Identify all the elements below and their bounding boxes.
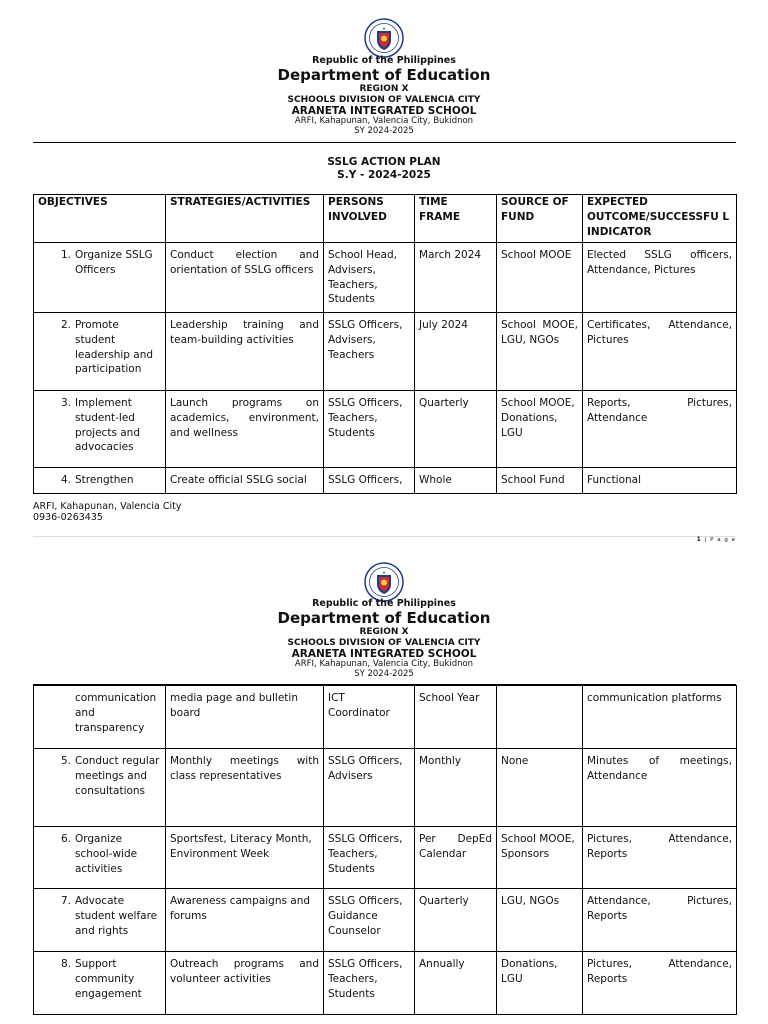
strategy-cell: Awareness campaigns and forums	[166, 889, 324, 952]
page-label: | P a g e	[704, 537, 736, 543]
outcome-cell: communication platforms	[583, 686, 737, 749]
header-source-of-fund: SOURCE OF FUND	[497, 195, 583, 243]
document-page-2	[0, 560, 768, 1024]
school-name: ARANETA INTEGRATED SCHOOL	[291, 104, 477, 117]
strategy-cell: Monthly meetings with class representatives	[166, 749, 324, 827]
school-name: ARANETA INTEGRATED SCHOOL	[291, 647, 477, 660]
table-row	[34, 312, 737, 390]
header-divider	[33, 142, 736, 143]
table-row	[34, 827, 737, 889]
table-row	[34, 749, 737, 827]
objective-number: 5.	[60, 755, 71, 767]
strategy-cell: Leadership training and team-building activities	[166, 312, 324, 390]
strategy-cell: Sportsfest, Literacy Month, Environment Week	[166, 827, 324, 889]
objective-text: Implement student-led projects and advocacies	[75, 396, 141, 454]
deped-seal-logo	[364, 562, 404, 602]
time-frame-cell: School Year	[415, 686, 497, 749]
school-year: SY 2024-2025	[354, 668, 414, 679]
action-plan-table-continued	[33, 685, 737, 1015]
objective-text: Organize SSLG Officers	[75, 248, 153, 276]
time-frame-cell: Annually	[415, 952, 497, 1015]
letterhead	[0, 56, 768, 136]
fund-cell: School MOOE, Donations, LGU	[497, 390, 583, 467]
fund-cell: School Fund	[497, 467, 583, 493]
header-time-frame: TIME FRAME	[415, 195, 497, 243]
persons-cell: SSLG Officers, Advisers, Teachers	[324, 312, 415, 390]
header-persons: PERSONS INVOLVED	[324, 195, 415, 243]
header-strategies: STRATEGIES/ACTIVITIES	[166, 195, 324, 243]
time-frame-cell: March 2024	[415, 242, 497, 312]
table-row	[34, 952, 737, 1015]
deped-seal-logo	[364, 18, 404, 58]
objective-number: 2.	[60, 318, 71, 331]
time-frame-cell: Per DepEd Calendar	[415, 827, 497, 889]
persons-cell: School Head, Advisers, Teachers, Students	[324, 242, 415, 312]
table-row	[34, 242, 737, 312]
fund-cell: LGU, NGOs	[497, 889, 583, 952]
table-row	[34, 889, 737, 952]
persons-cell: SSLG Officers, Teachers, Students	[324, 827, 415, 889]
time-frame-cell: Monthly	[415, 749, 497, 827]
outcome-cell: Certificates, Attendance, Pictures	[583, 312, 737, 390]
header-expected-outcome: EXPECTED OUTCOME/SUCCESSFU L INDICATOR	[583, 195, 737, 243]
strategy-cell: media page and bulletin board	[166, 686, 324, 749]
time-frame-cell: Quarterly	[415, 390, 497, 467]
action-plan-table	[33, 194, 737, 494]
division-text: SCHOOLS DIVISION OF VALENCIA CITY	[287, 637, 481, 648]
school-year: SY 2024-2025	[354, 125, 414, 136]
strategy-cell: Conduct election and orientation of SSLG officers	[166, 242, 324, 312]
republic-text: Republic of the Philippines	[312, 598, 456, 609]
region-text: REGION X	[359, 627, 409, 638]
fund-cell: None	[497, 749, 583, 827]
objective-number: 4.	[60, 473, 71, 486]
outcome-cell: Reports, Pictures, Attendance	[583, 390, 737, 467]
table-row	[34, 390, 737, 467]
table-row	[34, 686, 737, 749]
strategy-cell: Create official SSLG social	[166, 467, 324, 493]
outcome-cell: Minutes of meetings, Attendance	[583, 749, 737, 827]
footer-divider	[33, 536, 736, 537]
time-frame-cell: July 2024	[415, 312, 497, 390]
fund-cell: School MOOE	[497, 242, 583, 312]
table-row	[34, 467, 737, 493]
time-frame-cell: Whole	[415, 467, 497, 493]
outcome-cell: Pictures, Attendance, Reports	[583, 827, 737, 889]
plan-subtitle: S.Y - 2024-2025	[337, 168, 431, 181]
objective-text: Advocate student welfare and rights	[75, 895, 158, 937]
fund-cell	[497, 686, 583, 749]
objective-number: 1.	[60, 248, 71, 261]
persons-cell: ICT Coordinator	[324, 686, 415, 749]
school-address: ARFI, Kahapunan, Valencia City, Bukidnon	[294, 115, 474, 126]
objective-number: 3.	[60, 396, 71, 409]
strategy-cell: Launch programs on academics, environment, and wellness	[166, 390, 324, 467]
fund-cell: School MOOE, LGU, NGOs	[497, 312, 583, 390]
objective-text: Support community engagement	[75, 958, 142, 1000]
objective-text: communication and transparency	[75, 692, 157, 734]
objective-text: Conduct regular meetings and consultations	[75, 755, 160, 797]
header-objectives: OBJECTIVES	[34, 195, 166, 243]
republic-text: Republic of the Philippines	[312, 55, 456, 66]
page-number	[697, 536, 736, 543]
outcome-cell: Attendance, Pictures, Reports	[583, 889, 737, 952]
division-text: SCHOOLS DIVISION OF VALENCIA CITY	[287, 94, 481, 105]
letterhead	[0, 599, 768, 679]
footer	[33, 501, 182, 524]
school-address: ARFI, Kahapunan, Valencia City, Bukidnon	[294, 658, 474, 669]
footer-address: ARFI, Kahapunan, Valencia City	[33, 501, 182, 512]
page-number-value: 1	[696, 536, 702, 543]
persons-cell: SSLG Officers, Guidance Counselor	[324, 889, 415, 952]
persons-cell: SSLG Officers, Teachers, Students	[324, 390, 415, 467]
time-frame-cell: Quarterly	[415, 889, 497, 952]
fund-cell: Donations, LGU	[497, 952, 583, 1015]
plan-title: SSLG ACTION PLAN	[327, 156, 441, 168]
outcome-cell: Pictures, Attendance, Reports	[583, 952, 737, 1015]
outcome-cell: Functional	[583, 467, 737, 493]
region-text: REGION X	[359, 84, 409, 95]
objective-text: Promote student leadership and participation	[75, 318, 154, 376]
persons-cell: SSLG Officers, Teachers, Students	[324, 952, 415, 1015]
fund-cell: School MOOE, Sponsors	[497, 827, 583, 889]
table-header-row	[34, 195, 737, 243]
objective-text: Strengthen	[75, 473, 134, 486]
objective-number	[38, 691, 75, 736]
footer-phone: 0936-0263435	[33, 512, 103, 524]
outcome-cell: Elected SSLG officers, Attendance, Pictures	[583, 242, 737, 312]
objective-number: 7.	[60, 895, 71, 907]
persons-cell: SSLG Officers,	[324, 467, 415, 493]
strategy-cell: Outreach programs and volunteer activities	[166, 952, 324, 1015]
objective-number: 6.	[60, 833, 71, 845]
plan-title-block	[0, 156, 768, 181]
department-title: Department of Education	[277, 65, 491, 84]
department-title: Department of Education	[277, 608, 491, 627]
persons-cell: SSLG Officers, Advisers	[324, 749, 415, 827]
objective-number: 8.	[60, 958, 71, 970]
objective-text: Organize school-wide activities	[75, 833, 138, 875]
